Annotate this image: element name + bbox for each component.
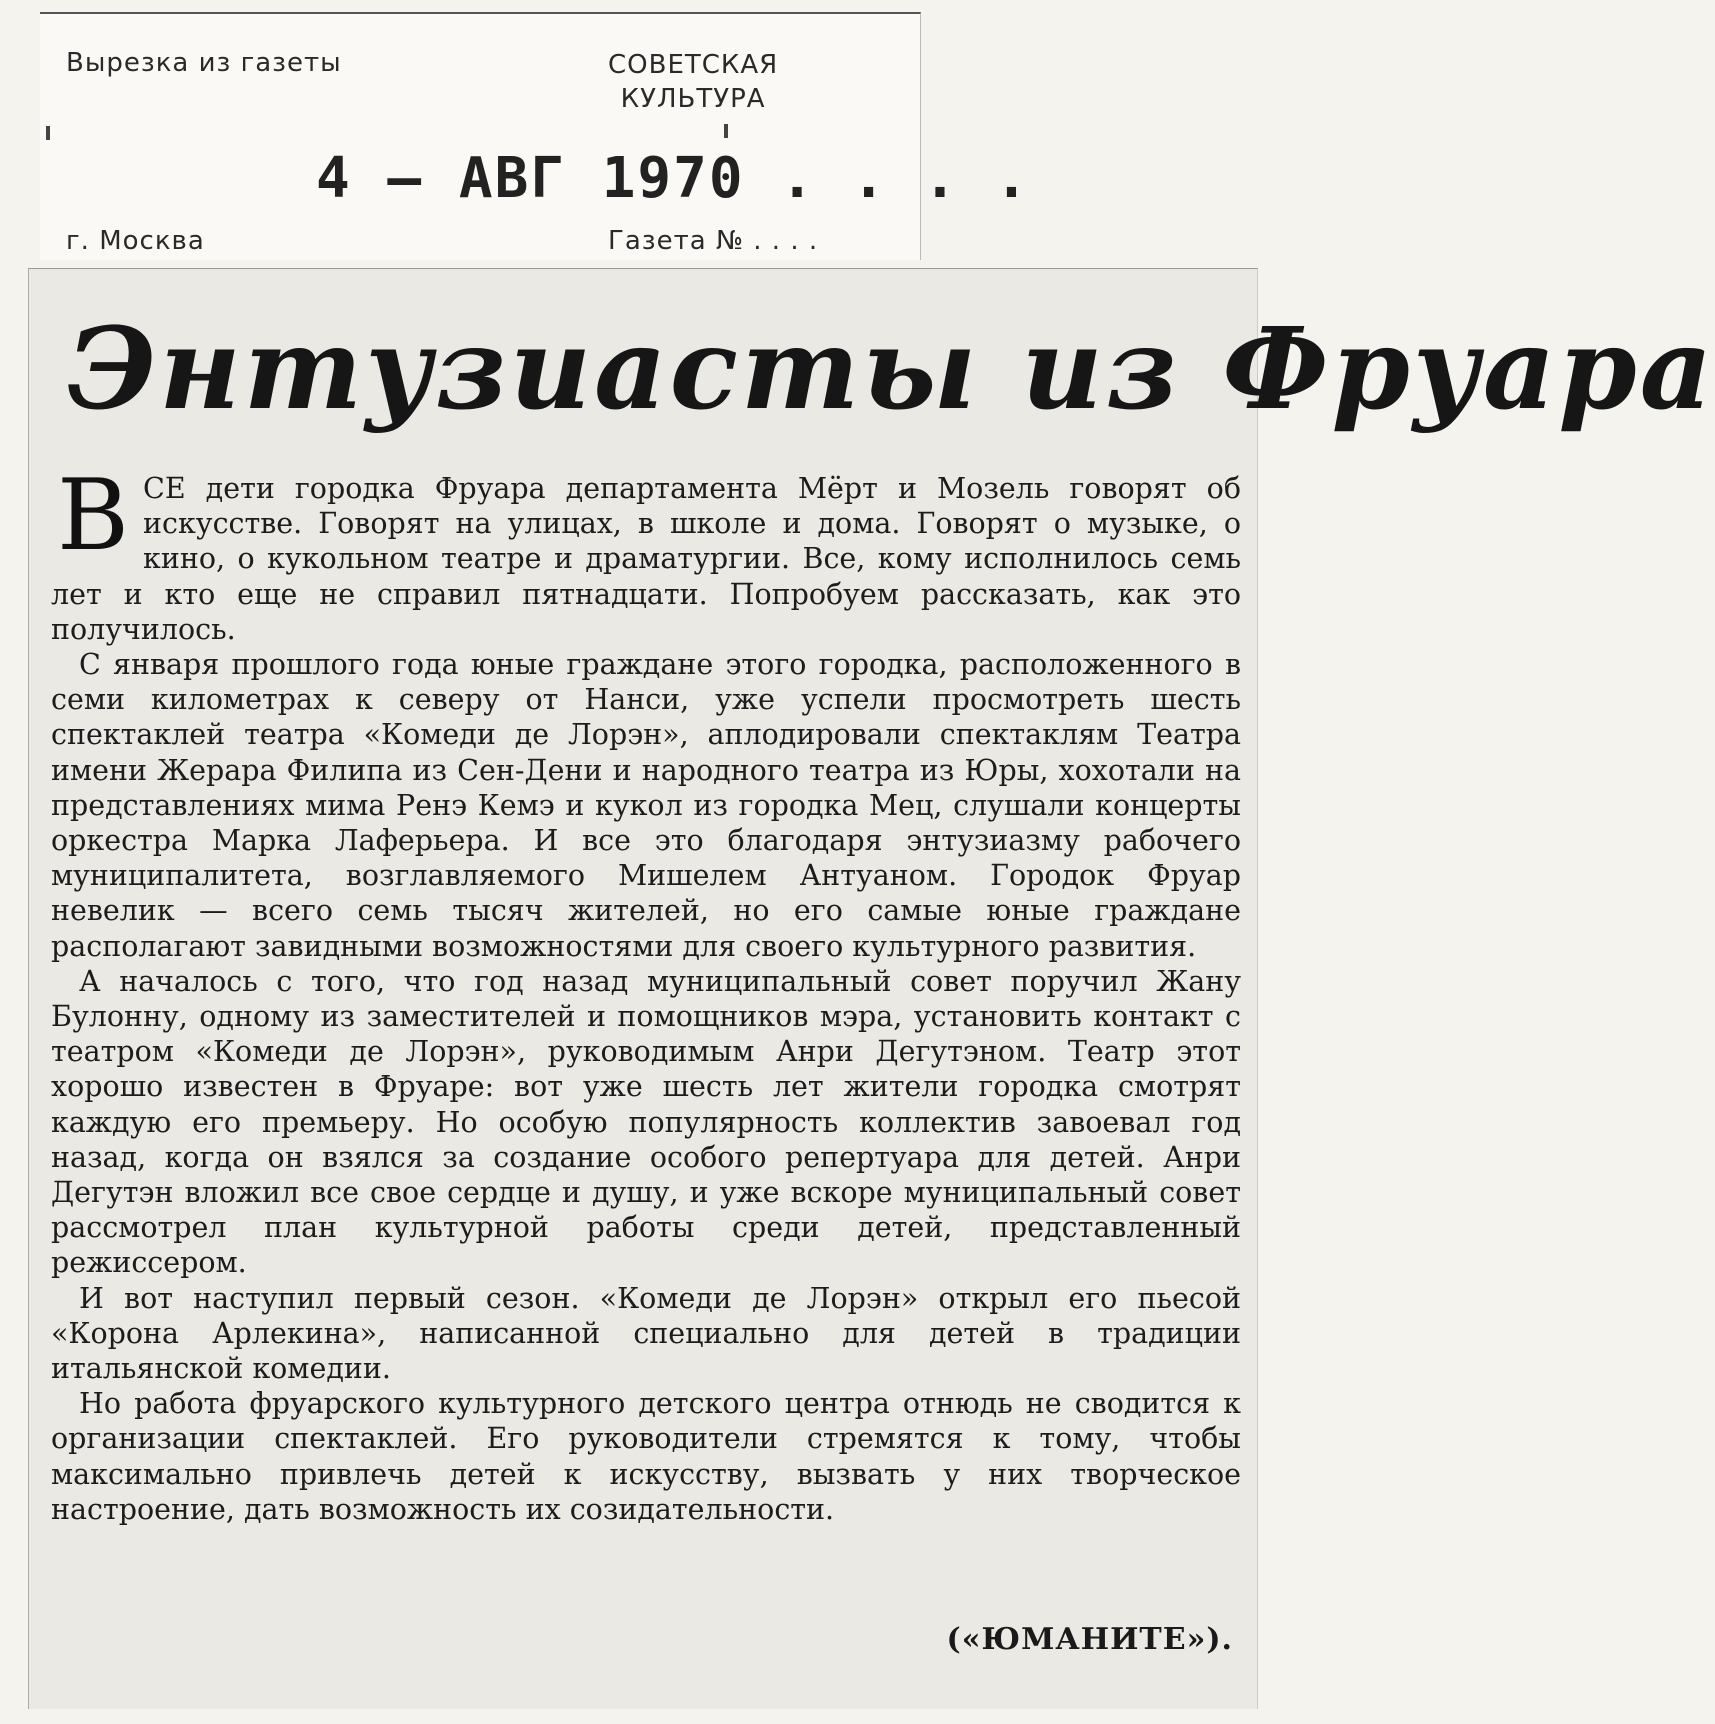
article-body [51,459,1241,1527]
clipping-source-caption: Вырезка из газеты [66,48,342,78]
newspaper-name [608,48,778,116]
newspaper-name-line2: КУЛЬТУРА [620,84,766,114]
article-headline: Энтузиасты из Фруара [67,304,1715,435]
article-paragraph: С января прошлого года юные граждане этого городка, расположенного в семи километрах к северу от Нанси, уже успели просмотреть шесть спектаклей театра «Комеди де Лорэн», аплодировали спектаклям Театра имени Жерара Филипа из Сен-Дени и народного театра из Юры, хохотали на представлениях мима Ренэ Кемэ и кукол из городка Мец, слушали концерты оркестра Марка Лаферьера. И все это благодаря энтузиазму рабочего муниципалитета, возглавляемого Мишелем Антуаном. Городок Фруар невелик — всего семь тысяч жителей, но его самые юные граждане располагают завидными возможностями для своего культурного развития. [51,648,1241,963]
article-clipping [28,268,1715,1709]
newspaper-name-line1: СОВЕТСКАЯ [608,50,779,80]
article-source-credit: («ЮМАНИТЕ»). [946,1622,1233,1657]
article-paragraph: Но работа фруарского культурного детского центра отнюдь не сводится к организации спектаклей. Его руководители стремятся к тому, чтобы максимально привлечь детей к искусству, вызвать у них творческое настроение, дать возможность их созидательности. [51,1387,1241,1526]
clipping-label [40,12,1031,260]
date-stamp: 4 — АВГ 1970 . . . . [316,146,1031,211]
drop-cap: В [57,459,130,573]
newspaper-number-caption: Газета № . . . . [608,226,819,256]
article-paragraph [51,459,1241,647]
margin-mark [724,124,728,138]
article-paragraph: А началось с того, что год назад муниципальный совет поручил Жану Булонну, одному из заместителей и помощников мэра, установить контакт с театром «Комеди де Лорэн», руководимым Анри Дегутэном. Театр этот хорошо известен в Фруаре: вот уже шесть лет жители городка смотрят каждую его премьеру. Но особую популярность коллектив завоевал год назад, когда он взялся за создание особого репертуара для детей. Анри Дегутэн вложил все свое сердце и душу, и уже вскоре муниципальный совет рассмотрел план культурной работы среди детей, представленный режиссером. [51,964,1241,1280]
paragraph-text: СЕ дети городка Фруара департамента Мёрт и Мозель говорят об искусстве. Говорят на улицах, в школе и дома. Говорят о музыке, о кино, о кукольном театре и драматургии. Все, кому исполнилось семь лет и кто еще не справил пятнадцати. Попробуем рассказать, как это получилось. [51,472,1241,646]
article-paragraph: И вот наступил первый сезон. «Комеди де Лорэн» открыл его пьесой «Корона Арлекина», написанной специально для детей в традиции итальянской комедии. [51,1281,1241,1386]
city-caption: г. Москва [66,226,205,256]
margin-mark [46,126,50,140]
